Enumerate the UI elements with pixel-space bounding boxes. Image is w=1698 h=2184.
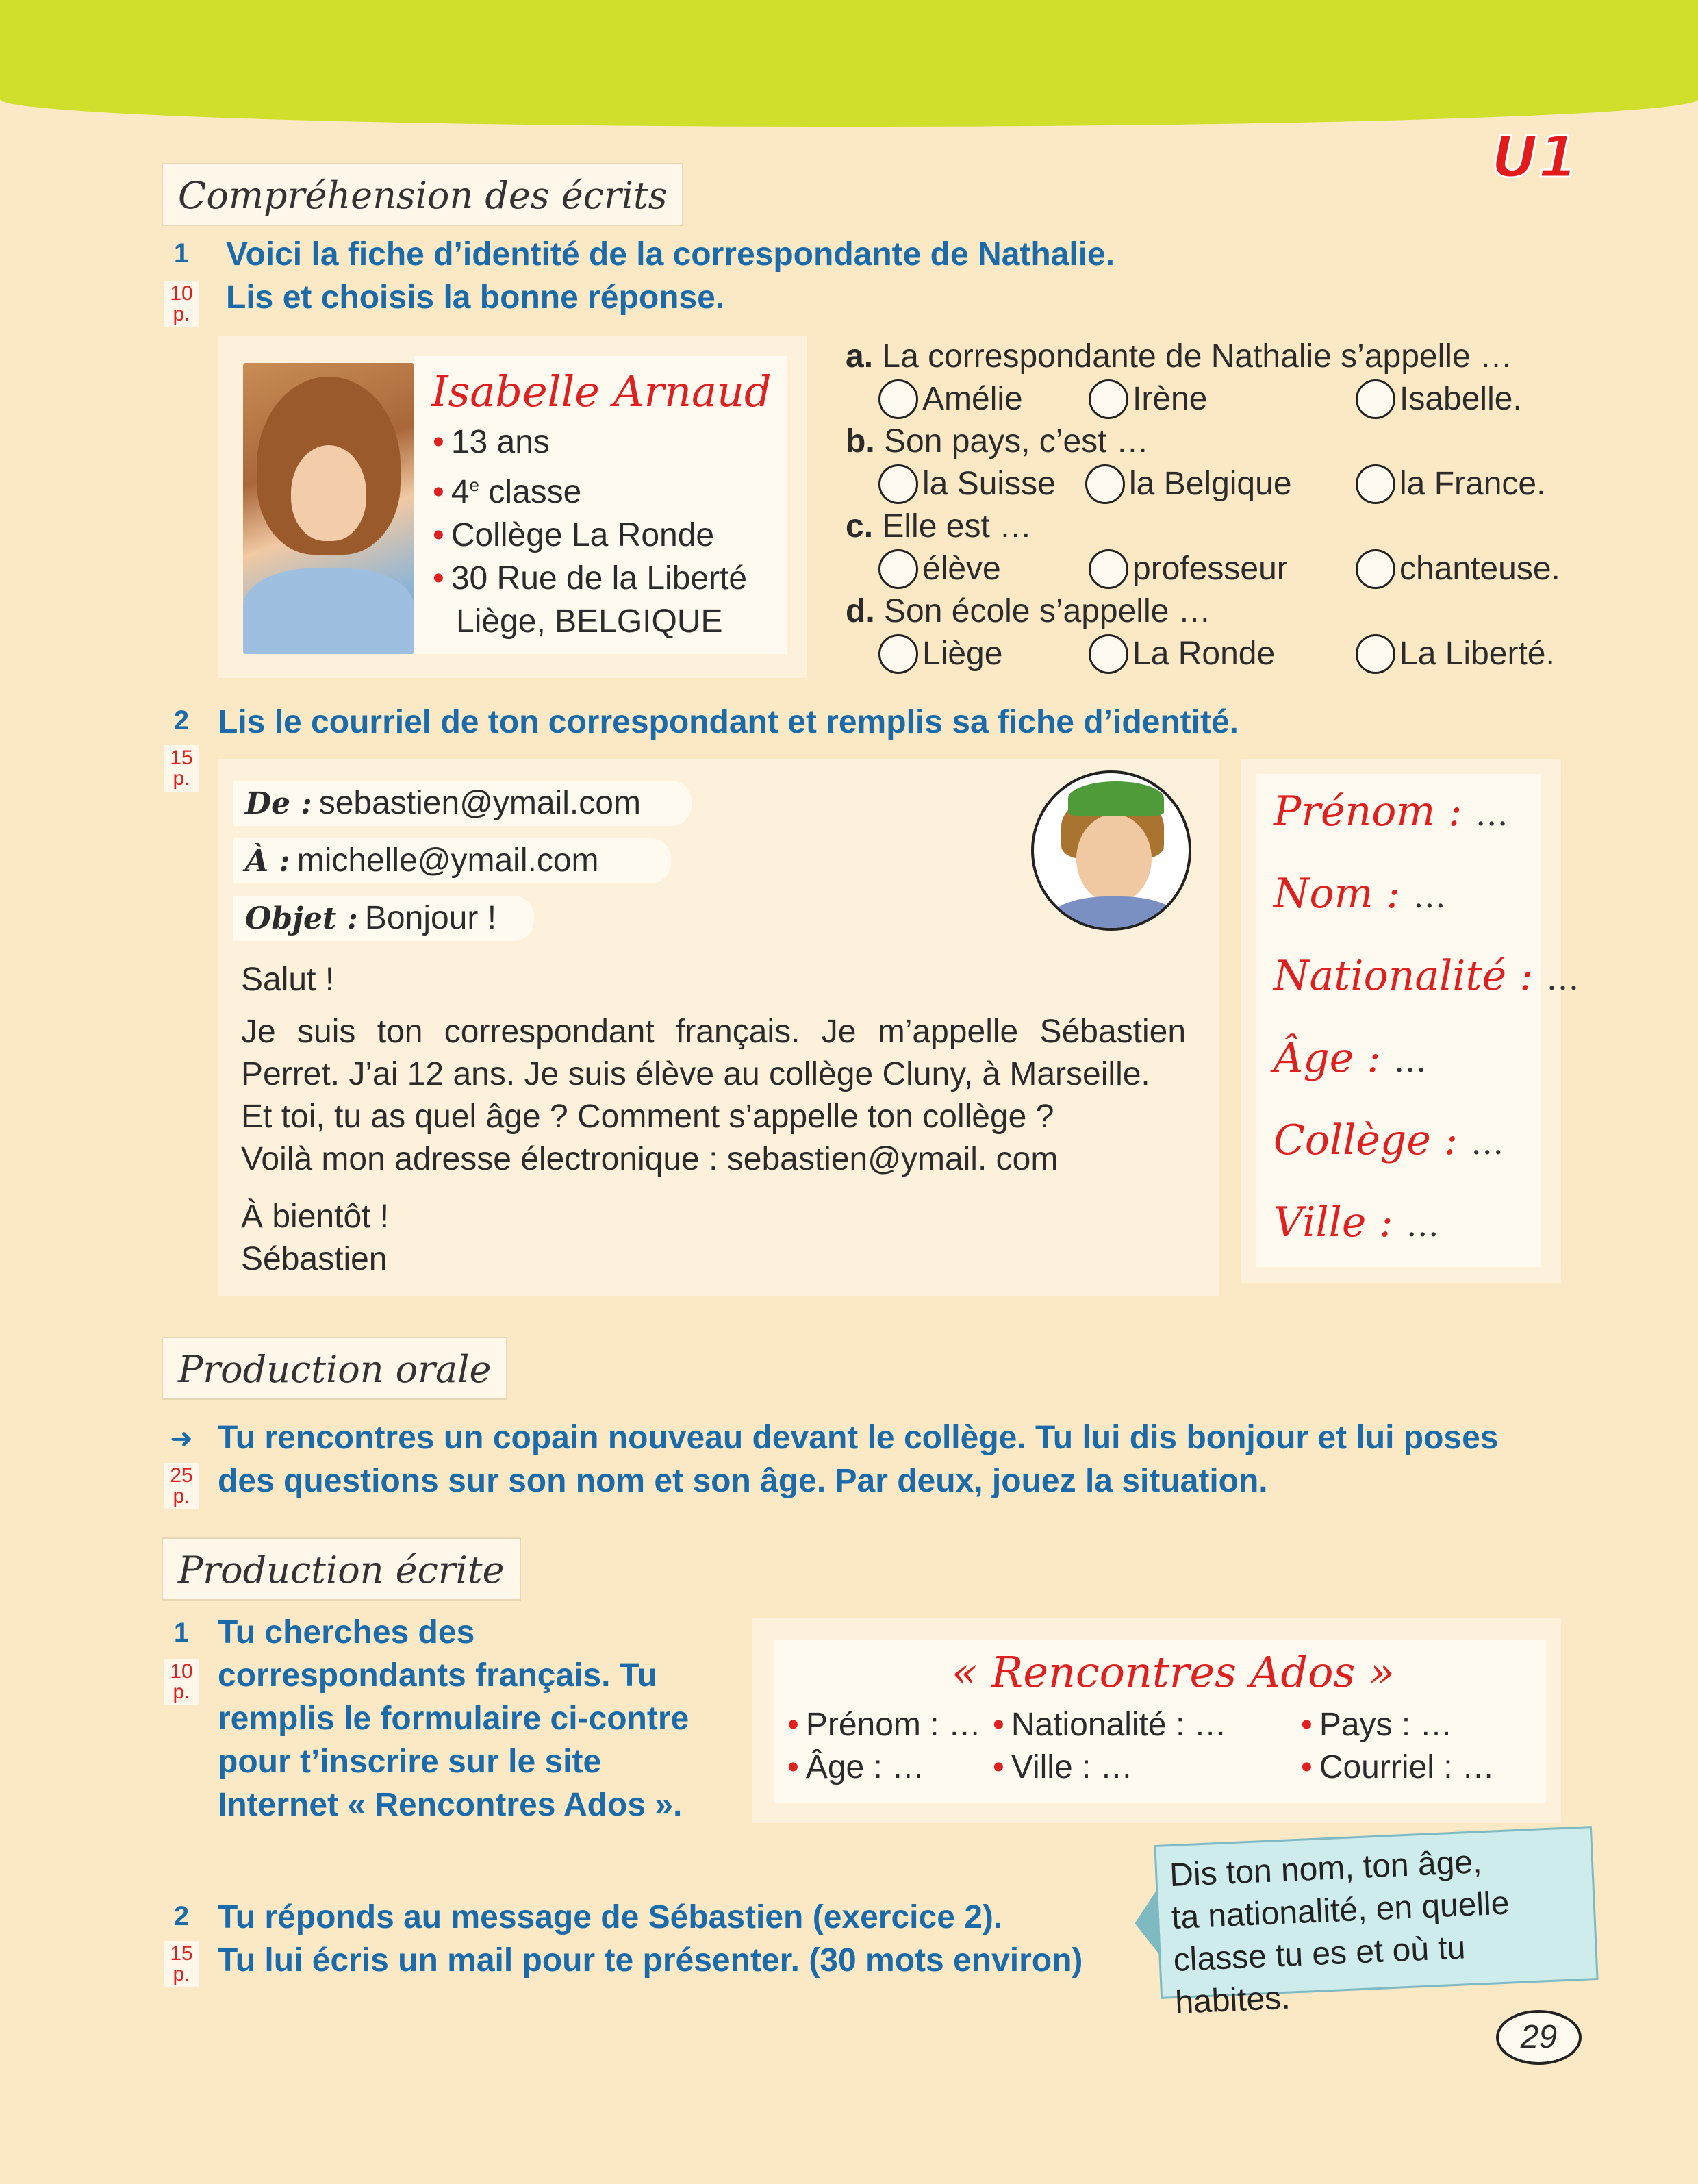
- option-b1[interactable]: la Suisse: [878, 463, 1056, 505]
- option-a1[interactable]: Amélie: [878, 378, 1023, 421]
- points-badge: 10 p.: [164, 281, 199, 327]
- email-to-field: À : michelle@ymail.com: [233, 838, 671, 883]
- field-college: Collège : …: [1274, 1116, 1504, 1164]
- card-school: • Collège La Ronde: [433, 514, 747, 557]
- form-item-nationalite: • Nationalité : …: [993, 1704, 1227, 1746]
- section-title-writing: Production écrite: [162, 1537, 521, 1601]
- writing2-instruction: Tu réponds au message de Sébastien (exercice 2). Tu lui écris un mail pour te présenter. (30 mots environ): [218, 1899, 1083, 1979]
- header-band: [0, 0, 1698, 127]
- field-ville: Ville : …: [1274, 1198, 1439, 1246]
- field-nationalite: Nationalité : …: [1274, 952, 1580, 1000]
- radio-circle[interactable]: [1089, 549, 1128, 589]
- option-d2[interactable]: La Ronde: [1089, 633, 1275, 675]
- field-age: Âge : …: [1274, 1034, 1427, 1082]
- option-c2[interactable]: professeur: [1089, 548, 1288, 590]
- exercise-instruction: Lis le courriel de ton correspondant et remplis sa fiche d’identité.: [218, 704, 1239, 740]
- card-name: Isabelle Arnaud: [431, 366, 772, 416]
- option-a3[interactable]: Isabelle.: [1356, 378, 1522, 421]
- field-prenom: Prénom : …: [1274, 788, 1508, 836]
- unit-badge: U1: [1491, 123, 1578, 190]
- card-details: [433, 421, 747, 643]
- radio-circle[interactable]: [1356, 464, 1395, 504]
- points-badge: 10 p.: [164, 1659, 199, 1705]
- radio-circle[interactable]: [1089, 634, 1128, 674]
- question-b: b. Son pays, c’est …: [846, 423, 1149, 460]
- card-age: • 13 ans: [433, 421, 747, 464]
- form-item-courriel: • Courriel : …: [1301, 1746, 1495, 1789]
- section-title-comprehension: Compréhension des écrits: [162, 163, 683, 226]
- email-from-field: De : sebastien@ymail.com: [233, 781, 692, 826]
- writing1-instruction: Tu cherches des correspondants français. Tu remplis le formulaire ci-contre pour t’inscrire sur le site Internet « Rencontres Ados ».: [218, 1614, 689, 1823]
- radio-circle[interactable]: [1356, 634, 1395, 674]
- option-d1[interactable]: Liège: [878, 633, 1002, 675]
- email-body: Je suis ton correspondant français. Je m’appelle Sébastien Perret. J’ai 12 ans. Je suis élève au collège Cluny, à Marseille. Et toi, tu as quel âge ? Comment s’appelle ton collège ? Voilà mon adresse électronique : sebastien@ymail. com: [241, 1014, 1187, 1177]
- tip-note: Dis ton nom, ton âge, ta nationalité, en quelle classe tu es et où tu habites.: [1154, 1826, 1598, 1999]
- section-title-oral: Production orale: [162, 1337, 507, 1400]
- card-address: • 30 Rue de la Liberté: [433, 557, 747, 600]
- oral-instruction: Tu rencontres un copain nouveau devant le collège. Tu lui dis bonjour et lui poses des questions sur son nom et son âge. Par deux, jouez la situation.: [218, 1420, 1499, 1499]
- field-nom: Nom : …: [1274, 870, 1446, 918]
- question-a: a. La correspondante de Nathalie s’appelle …: [846, 338, 1512, 375]
- card-class: • 4e classe: [433, 464, 747, 514]
- option-c3[interactable]: chanteuse.: [1356, 548, 1560, 590]
- form-item-age: • Âge : …: [787, 1746, 924, 1789]
- points-badge: 15 p.: [164, 1941, 199, 1987]
- exercise-number: 2: [173, 705, 190, 736]
- radio-circle[interactable]: [1089, 379, 1128, 419]
- radio-circle[interactable]: [878, 549, 918, 589]
- rencontres-title: « Rencontres Ados »: [952, 1647, 1395, 1697]
- radio-circle[interactable]: [1085, 464, 1125, 504]
- identity-form: [1256, 774, 1541, 1267]
- question-c: c. Elle est …: [846, 508, 1032, 544]
- isabelle-photo: [243, 363, 414, 654]
- radio-circle[interactable]: [878, 379, 918, 419]
- radio-circle[interactable]: [1356, 379, 1395, 419]
- card-city: Liège, BELGIQUE: [456, 603, 723, 640]
- radio-circle[interactable]: [878, 464, 918, 504]
- radio-circle[interactable]: [878, 634, 918, 674]
- points-badge: 25 p.: [164, 1463, 199, 1509]
- points-badge: 15 p.: [164, 745, 199, 792]
- exercise-number: 2: [173, 1901, 190, 1931]
- question-d: d. Son école s’appelle …: [846, 593, 1211, 629]
- page-number: 29: [1496, 2010, 1582, 2065]
- option-d3[interactable]: La Liberté.: [1356, 633, 1555, 675]
- exercise-number: 1: [173, 238, 190, 268]
- email-closing: À bientôt ! Sébastien: [241, 1198, 390, 1277]
- option-b2[interactable]: la Belgique: [1085, 463, 1292, 505]
- exercise-instruction: Voici la fiche d’identité de la correspondante de Nathalie. Lis et choisis la bonne réponse.: [226, 236, 1115, 316]
- radio-circle[interactable]: [1356, 549, 1395, 589]
- email-greeting: Salut !: [241, 962, 335, 998]
- option-c1[interactable]: élève: [878, 548, 1001, 590]
- form-item-pays: • Pays : …: [1301, 1704, 1453, 1746]
- option-b3[interactable]: la France.: [1356, 463, 1545, 505]
- exercise-number: 1: [173, 1618, 190, 1648]
- arrow-icon: ➜: [170, 1424, 193, 1454]
- form-item-prenom: • Prénom : …: [787, 1704, 981, 1746]
- form-item-ville: • Ville : …: [993, 1746, 1133, 1789]
- option-a2[interactable]: Irène: [1089, 378, 1207, 421]
- email-subject-field: Objet : Bonjour !: [233, 896, 534, 941]
- sebastien-photo: [1031, 770, 1191, 931]
